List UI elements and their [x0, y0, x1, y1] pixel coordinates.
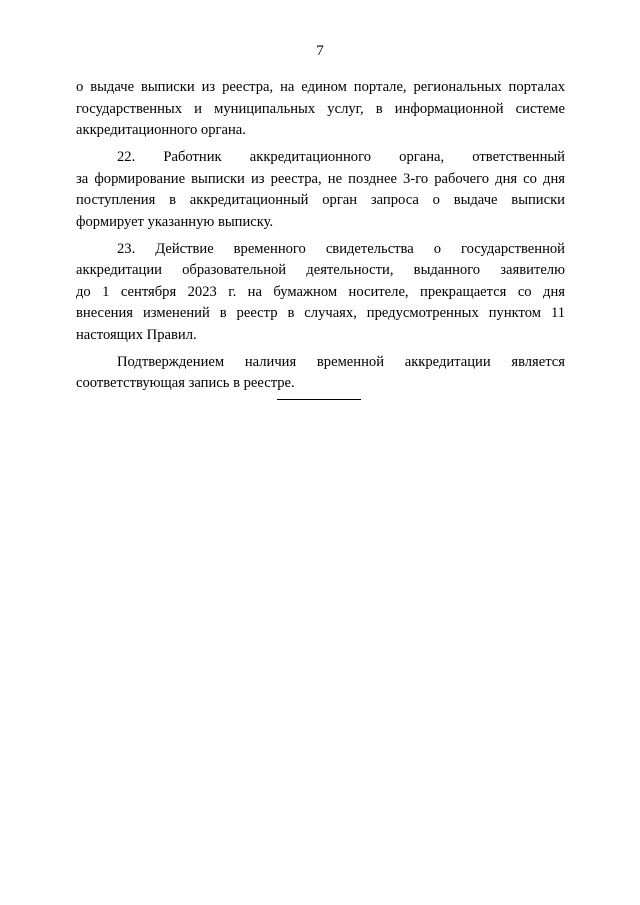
- text-line: аккредитации образовательной деятельности, выданного заявителю: [76, 262, 565, 278]
- text-line: соответствующая запись в реестре.: [76, 375, 295, 391]
- paragraph-confirmation: [76, 352, 565, 395]
- text-line: внесения изменений в реестр в случаях, предусмотренных пунктом 11: [76, 305, 565, 321]
- paragraph-extract-issuance: [76, 77, 565, 142]
- text-line: 23. Действие временного свидетельства о государственной: [117, 240, 565, 257]
- text-line: за формирование выписки из реестра, не позднее 3-го рабочего дня со дня: [76, 170, 565, 187]
- text-line: о выдаче выписки из реестра, на едином портале, региональных порталах: [76, 79, 565, 95]
- text-line: государственных и муниципальных услуг, в информационной системе: [76, 100, 565, 117]
- text-line: настоящих Правил.: [76, 326, 197, 343]
- text-line: аккредитационного органа.: [76, 122, 246, 138]
- text-line: поступления в аккредитационный орган запроса о выдаче выписки: [76, 192, 565, 208]
- end-separator-line: [277, 399, 361, 400]
- page-number: 7: [316, 43, 324, 59]
- text-line: формирует указанную выписку.: [76, 213, 274, 230]
- text-line: до 1 сентября 2023 г. на бумажном носителе, прекращается со дня: [76, 283, 565, 300]
- paragraph-22: [76, 147, 565, 233]
- text-line: 22. Работник аккредитационного органа, ответственный: [117, 149, 565, 165]
- text-line: Подтверждением наличия временной аккредитации является: [117, 353, 565, 370]
- body-text: [76, 77, 565, 400]
- paragraph-23: [76, 239, 565, 347]
